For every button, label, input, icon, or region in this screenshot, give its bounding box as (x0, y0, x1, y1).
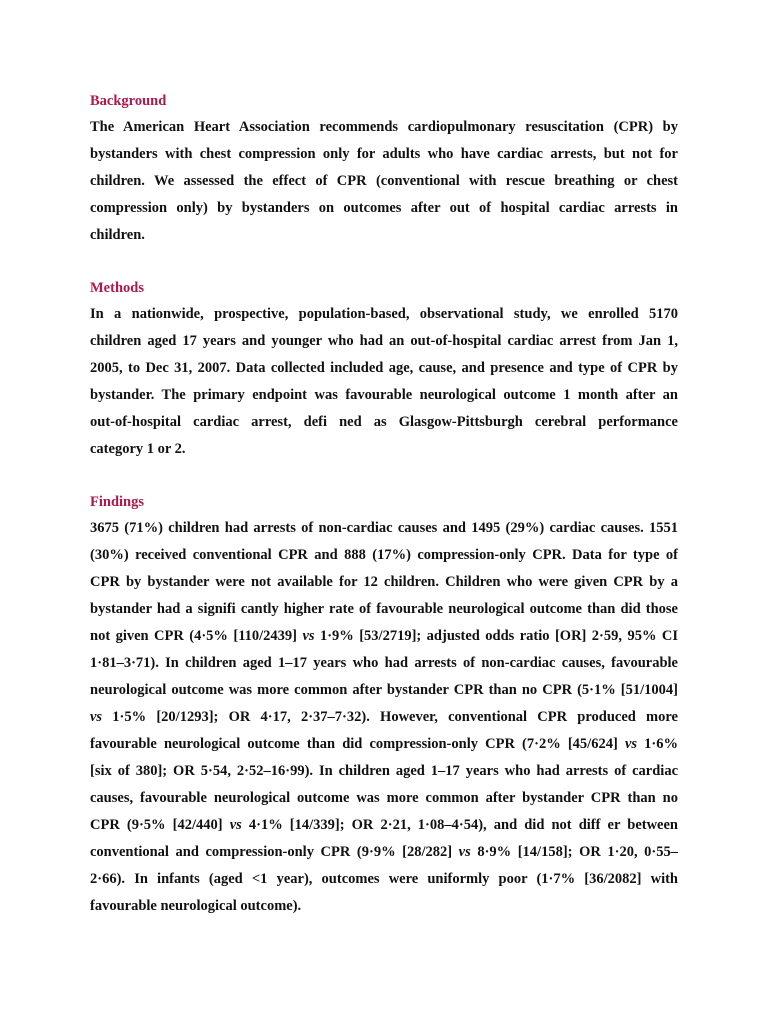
section-heading-background: Background (90, 93, 167, 109)
text-line: 3675 (71%) children had arrests of non-cardiac causes and 1495 (29%) cardiac causes. 1551 (90, 520, 678, 536)
text-line: 1·81–3·71). In children aged 1–17 years who had arrests of non-cardiac causes, favourable (90, 655, 678, 671)
text-line: children. (90, 227, 145, 243)
text-line: not given CPR (4·5% [110/2439] vs 1·9% [53/2719]; adjusted odds ratio [OR] 2·59, 95% CI (90, 628, 678, 644)
text-line: out-of-hospital cardiac arrest, defi ned as Glasgow-Pittsburgh cerebral performance (90, 414, 678, 430)
text-line: bystanders with chest compression only for adults who have cardiac arrests, but not for (90, 146, 678, 162)
section-heading-methods: Methods (90, 280, 144, 296)
text-line: children aged 17 years and younger who had an out-of-hospital cardiac arrest from Jan 1, (90, 333, 678, 349)
section-heading-findings: Findings (90, 494, 144, 510)
text-line: 2·66). In infants (aged <1 year), outcomes were uniformly poor (1·7% [36/2082] with (90, 871, 678, 887)
text-line: compression only) by bystanders on outcomes after out of hospital cardiac arrests in (90, 200, 678, 216)
findings-section (90, 489, 678, 920)
text-line: favourable neurological outcome). (90, 898, 302, 914)
text-line: CPR (9·5% [42/440] vs 4·1% [14/339]; OR 2·21, 1·08–4·54), and did not diff er between (90, 817, 678, 833)
text-line: [six of 380]; OR 5·54, 2·52–16·99). In children aged 1–17 years who had arrests of cardiac (90, 763, 678, 779)
findings-paragraph (90, 515, 678, 920)
abstract-document (90, 88, 678, 946)
background-section (90, 88, 678, 249)
text-line: category 1 or 2. (90, 441, 186, 457)
text-line: vs 1·5% [20/1293]; OR 4·17, 2·37–7·32). However, conventional CPR produced more (90, 709, 678, 725)
text-line: causes, favourable neurological outcome was more common after bystander CPR than no (90, 790, 678, 806)
text-line: bystander had a signifi cantly higher rate of favourable neurological outcome than did those (90, 601, 678, 617)
text-line: bystander. The primary endpoint was favourable neurological outcome 1 month after an (90, 387, 678, 403)
text-line: (30%) received conventional CPR and 888 (17%) compression-only CPR. Data for type of (90, 547, 678, 563)
methods-section (90, 275, 678, 463)
text-line: 2005, to Dec 31, 2007. Data collected included age, cause, and presence and type of CPR by (90, 360, 678, 376)
background-paragraph (90, 114, 678, 249)
text-line: favourable neurological outcome than did compression-only CPR (7·2% [45/624] vs 1·6% (90, 736, 679, 752)
text-line: children. We assessed the effect of CPR (conventional with rescue breathing or chest (90, 173, 678, 189)
text-line: conventional and compression-only CPR (9·9% [28/282] vs 8·9% [14/158]; OR 1·20, 0·55– (90, 844, 679, 860)
text-line: CPR by bystander were not available for 12 children. Children who were given CPR by a (90, 574, 678, 590)
methods-paragraph (90, 301, 678, 463)
text-line: neurological outcome was more common after bystander CPR than no CPR (5·1% [51/1004] (90, 682, 678, 698)
text-line: The American Heart Association recommends cardiopulmonary resuscitation (CPR) by (90, 119, 678, 135)
text-line: In a nationwide, prospective, population-based, observational study, we enrolled 5170 (90, 306, 678, 322)
